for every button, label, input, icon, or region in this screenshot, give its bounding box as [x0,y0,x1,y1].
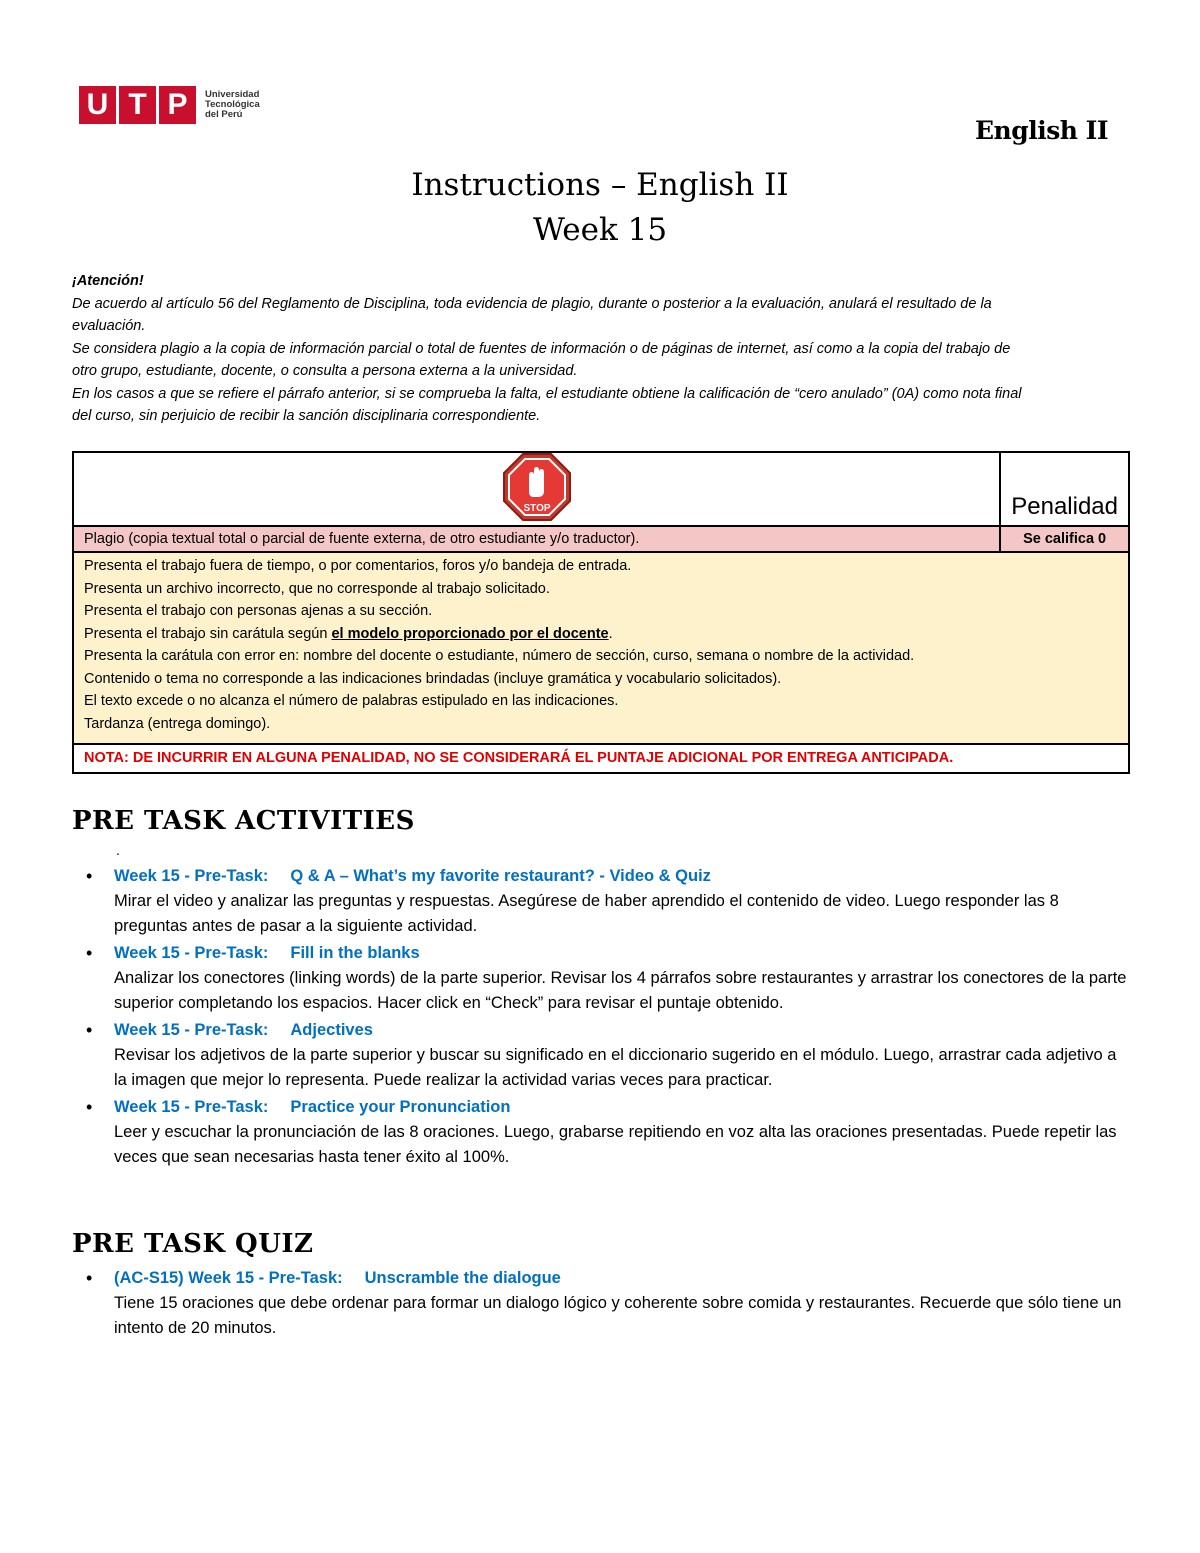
task-title[interactable] [114,1095,1132,1120]
task-description: Mirar el video y analizar las preguntas y respuestas. Asegúrese de haber aprendido el contenido de video. Luego responder las 8 preguntas antes de pasar a la siguiente actividad. [114,892,1059,935]
plagio-description: Plagio (copia textual total o parcial de fuente externa, de otro estudiante y/o traductor). [73,526,1000,552]
attention-line: evaluación. [72,318,146,334]
penalty-item: Presenta el trabajo con personas ajenas a su sección. [84,603,433,619]
task-title-prefix: Week 15 - Pre-Task: [114,1098,269,1116]
list-item[interactable] [72,1095,1132,1170]
penalty-item: Presenta el trabajo fuera de tiempo, o por comentarios, foros y/o bandeja de entrada. [84,558,632,574]
model-link[interactable]: el modelo proporcionado por el docente [331,625,609,642]
stop-sign-icon [503,453,571,521]
task-title-prefix: (AC-S15) Week 15 - Pre-Task: [114,1269,343,1287]
logo-letters [79,86,196,124]
task-title-name: Practice your Pronunciation [290,1098,511,1116]
page-subtitle-week: Week 15 [532,212,668,248]
stop-sign-cell [73,452,1000,526]
logo-text-line: Tecnológica [205,99,260,110]
penalty-table [72,451,1130,774]
list-item[interactable] [72,864,1132,939]
task-title-name: Q & A – What’s my favorite restaurant? - Video & Quiz [290,867,711,885]
stop-sign-text: STOP [523,503,551,514]
course-label: English II [975,116,1109,145]
penalty-item: Presenta un archivo incorrecto, que no corresponde al trabajo solicitado. [84,580,550,597]
page-title: Instructions – English II [411,167,789,203]
task-description: Leer y escuchar la pronunciación de las 8 oraciones. Luego, grabarse repitiendo en voz alta las oraciones presentadas. Puede repetir las veces que sean necesarias hasta tener éxito al 100%. [114,1123,1117,1166]
task-description: Revisar los adjetivos de la parte superior y buscar su significado en el diccionario sugerido en el módulo. Luego, arrastrar cada adjetivo a la imagen que mejor lo representa. Puede realizar la actividad varias veces para practicar. [114,1046,1117,1089]
penalty-item: El texto excede o no alcanza el número de palabras estipulado en las indicaciones. [84,693,619,709]
task-title-prefix: Week 15 - Pre-Task: [114,867,269,885]
penalty-items-row [73,552,1129,744]
penalty-item: Presenta la carátula con error en: nombre del docente o estudiante, número de sección, curso, semana o nombre de la actividad. [84,648,915,664]
penalty-item-model-prefix: Presenta el trabajo sin carátula según [84,625,332,642]
stray-dot: . [116,842,120,858]
list-item[interactable] [72,1018,1132,1093]
list-item[interactable] [72,941,1132,1016]
penalty-item-model-suffix: . [608,625,613,642]
task-title-prefix: Week 15 - Pre-Task: [114,944,269,962]
penalty-column-header: Penalidad [1000,452,1129,526]
list-item[interactable] [72,1266,1132,1341]
task-title[interactable] [114,941,1132,966]
penalty-item: Contenido o tema no corresponde a las indicaciones brindadas (incluye gramática y vocabulario solicitados). [84,670,782,687]
penalty-table-header-row [73,452,1129,526]
task-title[interactable] [114,864,1132,889]
logo-letter-p: P [159,86,196,124]
task-title-name: Fill in the blanks [290,944,420,962]
plagio-row [73,526,1129,552]
attention-heading: ¡Atención! [72,273,144,289]
attention-line: del curso, sin perjuicio de recibir la sanción disciplinaria correspondiente. [72,408,541,424]
task-title[interactable] [114,1266,1132,1291]
logo-letter-u: U [79,86,116,124]
pre-task-activities-title: PRE TASK ACTIVITIES [72,806,415,836]
nota-text: NOTA: DE INCURRIR EN ALGUNA PENALIDAD, NO SE CONSIDERARÁ EL PUNTAJE ADICIONAL POR ENTREGA ANTICIPADA. [73,744,1129,773]
penalty-items-cell [73,552,1129,744]
penalty-item-model [84,623,1118,646]
attention-line: De acuerdo al artículo 56 del Reglamento de Disciplina, toda evidencia de plagio, durante o posterior a la evaluación, anulará el resultado de la [72,295,992,312]
pre-task-quiz-title: PRE TASK QUIZ [72,1229,314,1259]
attention-line: Se considera plagio a la copia de información parcial o total de fuentes de información o de páginas de internet, así como a la copia del trabajo de [72,340,1011,357]
plagio-penalty: Se califica 0 [1000,526,1129,552]
logo-university-name [205,90,260,120]
logo-letter-t: T [119,86,156,124]
logo-text-line: Universidad [205,89,260,100]
task-title-prefix: Week 15 - Pre-Task: [114,1021,269,1039]
utp-logo [79,86,260,124]
task-description: Tiene 15 oraciones que debe ordenar para formar un dialogo lógico y coherente sobre comida y restaurantes. Recuerde que sólo tiene un intento de 20 minutos. [114,1294,1122,1337]
penalty-item: Tardanza (entrega domingo). [84,715,271,732]
task-title[interactable] [114,1018,1132,1043]
attention-line: otro grupo, estudiante, docente, o consulta a persona externa a la universidad. [72,363,578,379]
task-description: Analizar los conectores (linking words) de la parte superior. Revisar los 4 párrafos sobre restaurantes y arrastrar los conectores de la parte superior completando los espacios. Hacer click en “Check” para revisar el puntaje obtenido. [114,969,1127,1012]
task-title-name: Adjectives [290,1021,373,1039]
pre-task-quiz-list [72,1266,1132,1343]
nota-row [73,744,1129,773]
pre-task-activities-list [72,864,1132,1172]
logo-text-line: del Perú [205,109,243,120]
attention-notice [72,270,1132,428]
task-title-name: Unscramble the dialogue [364,1269,561,1287]
attention-line: En los casos a que se refiere el párrafo anterior, si se comprueba la falta, el estudiante obtiene la calificación de “cero anulado” (0A) como nota final [72,385,1022,402]
